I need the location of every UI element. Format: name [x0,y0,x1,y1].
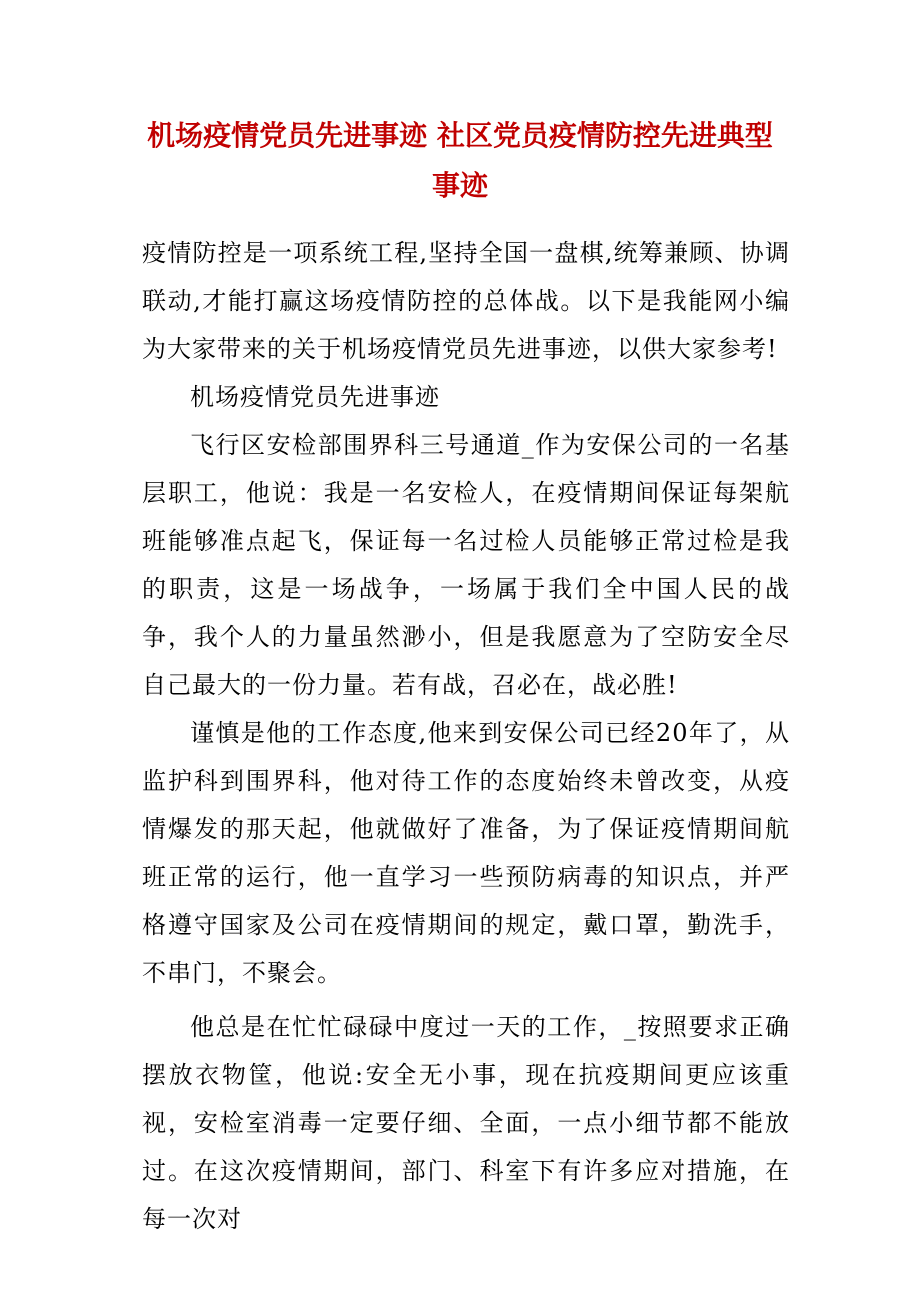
body-paragraph-3: 他总是在忙忙碌碌中度过一天的工作，_按照要求正确摆放衣物筐，他说:安全无小事，现在抗疫期间更应该重视，安检室消毒一定要仔细、全面，一点小细节都不能放过。在这次疫情期间，部门、科室下有许多应对措施，在每一次对 [142,1013,790,1233]
body-paragraph-2: 谨慎是他的工作态度,他来到安保公司已经20年了，从监护科到围界科，他对待工作的态度始终未曾改变，从疫情爆发的那天起，他就做好了准备，为了保证疫情期间航班正常的运行，他一直学习一些预防病毒的知识点，并严格遵守国家及公司在疫情期间的规定，戴口罩，勤洗手，不串门，不聚会。 [142,719,790,987]
body-paragraph-1: 飞行区安检部围界科三号通道_作为安保公司的一名基层职工，他说：我是一名安检人，在疫情期间保证每架航班能够准点起飞，保证每一名过检人员能够正常过检是我的职责，这是一场战争，一场属于我们全中国人民的战争，我个人的力量虽然渺小，但是我愿意为了空防安全尽自己最大的一份力量。若有战，召必在，战必胜! [142,431,790,699]
intro-paragraph: 疫情防控是一项系统工程,坚持全国一盘棋,统筹兼顾、协调联动,才能打赢这场疫情防控的总体战。以下是我能网小编为大家带来的关于机场疫情党员先进事迹，以供大家参考! [142,239,790,363]
document-title-line-1: 机场疫情党员先进事迹 社区党员疫情防控先进典型 [147,119,773,152]
document-title-line-2: 事迹 [431,169,488,202]
section-heading: 机场疫情党员先进事迹 [190,383,440,411]
